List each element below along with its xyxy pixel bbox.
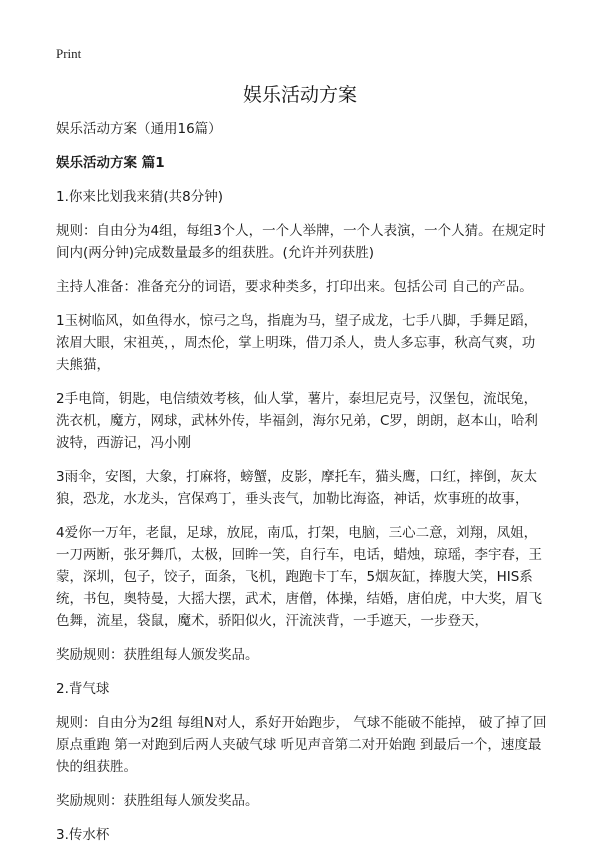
section-heading: 娱乐活动方案 篇1 bbox=[56, 155, 165, 171]
game-2-rules: 规则：自由分为2组 每组N对人，系好开始跑步， 气球不能破不能掉， 破了掉了回原点重跑 第一对跑到后两人夹破气球 听见声音第二对开始跑 到最后一个，速度最快的组获胜。 bbox=[56, 715, 547, 775]
game-1-rules: 规则：自由分为4组，每组3个人，一个人举牌，一个人表演，一个人猜。在规定时间内(两分钟)完成数量最多的组获胜。(允许并列获胜) bbox=[56, 223, 546, 261]
print-link[interactable]: Print bbox=[56, 46, 82, 61]
subtitle-paragraph: 娱乐活动方案（通用16篇） bbox=[56, 121, 222, 137]
word-list-2: 2手电筒，钥匙，电信绩效考核，仙人掌，薯片，泰坦尼克号，汉堡包，流氓兔，洗衣机，魔方，网球，武林外传，毕福剑，海尔兄弟，C罗，朗朗，赵本山，哈利波特，西游记，冯小刚 bbox=[56, 391, 538, 451]
game-2-reward: 奖励规则：获胜组每人颁发奖品。 bbox=[56, 793, 259, 809]
game-1-title: 1.你来比划我来猜(共8分钟) bbox=[56, 189, 224, 205]
host-preparation: 主持人准备：准备充分的词语，要求种类多，打印出来。包括公司 自己的产品。 bbox=[56, 279, 533, 295]
page-title: 娱乐活动方案 bbox=[242, 84, 357, 106]
word-list-3: 3雨伞，安图，大象，打麻将，螃蟹，皮影，摩托车，猫头鹰，口红，摔倒，灰太狼，恐龙，水龙头，宫保鸡丁，垂头丧气，加勒比海盗，神话，炊事班的故事， bbox=[56, 469, 538, 507]
game-2-title: 2.背气球 bbox=[56, 681, 110, 697]
game-3-title: 3.传水杯 bbox=[56, 827, 110, 843]
game-1-reward: 奖励规则：获胜组每人颁发奖品。 bbox=[56, 647, 259, 663]
article-body bbox=[56, 118, 548, 858]
word-list-4: 4爱你一万年，老鼠，足球，放屁，南瓜，打架，电脑，三心二意，刘翔，凤姐，一刀两断，张牙舞爪，太极，回眸一笑，自行车，电话，蜡烛，琼瑶，李宇春，王蒙，深圳，包子，饺子，面条，飞机，跑跑卡丁车，5烟灰缸，捧腹大笑，HIS系统，书包，奥特曼，大摇大摆，武术，唐僧，体操，结婚，唐伯虎，中大奖，眉飞色舞，流星，袋鼠，魔术，骄阳似火，汗流浃背，一手遮天，一步登天， bbox=[56, 525, 542, 629]
word-list-1: 1玉树临风，如鱼得水，惊弓之鸟，指鹿为马，望子成龙，七手八脚，手舞足蹈，浓眉大眼，宋祖英，，周杰伦，掌上明珠，借刀杀人，贵人多忘事，秋高气爽，功夫熊猫， bbox=[56, 313, 538, 373]
